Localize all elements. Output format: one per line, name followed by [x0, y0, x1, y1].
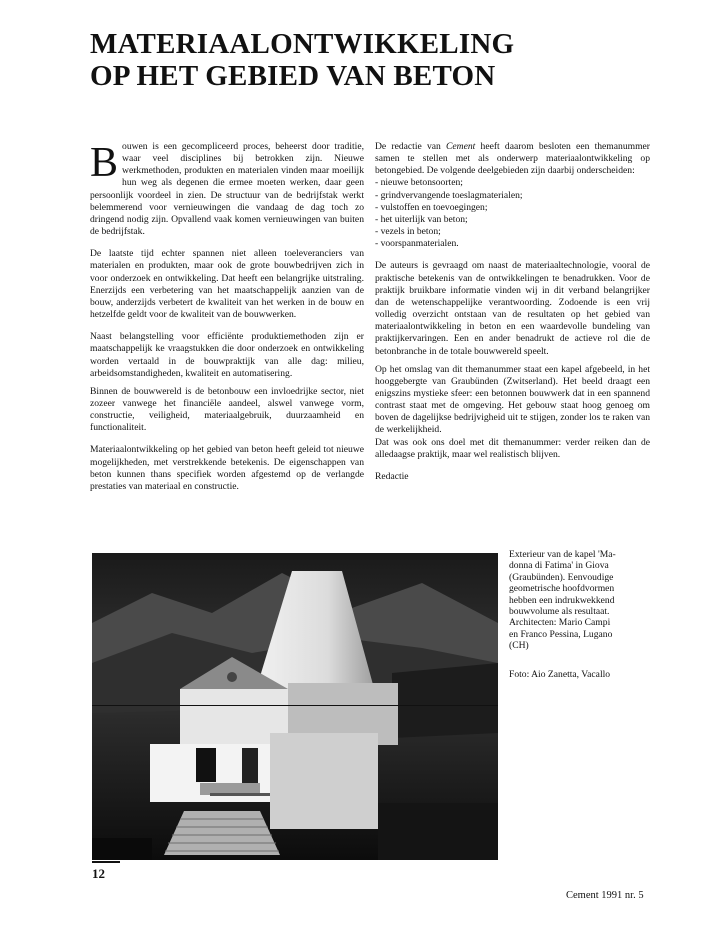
caption-line: (CH) — [509, 640, 529, 652]
caption-line: donna di Fatima' in Giova — [509, 560, 609, 572]
caption-line: geometrische hoofdvormen — [509, 583, 615, 595]
caption-line: (Graubünden). Eenvoudige — [509, 571, 614, 583]
intro-text: ouwen is een gecompliceerd proces, beheerst door traditie, waar veel disciplines bij betrokken zijn. Nieuwe werkmethoden, produkten en materialen vinden maar moeilijk hun weg als degenen die ermee moeten werken, daar geen persoonlijk voordeel in zien. De structuur van de bedrijfstak werkt belemmerend voor vernieuwingen die vandaag de dag toch zo dringend nodig zijn. Opvallend vaak komen vernieuwingen van buiten de bedrijfstak. — [90, 141, 364, 238]
caption-line: bouwvolume als resultaat. — [509, 606, 610, 618]
editorial-intro-end: heeft daarom besloten een themanummer samen te stellen met als onderwerp materiaalontwikkeling op betongebied. De volgende deelgebieden zijn daarbij onderscheiden: — [375, 141, 650, 177]
left-column — [90, 141, 364, 503]
paragraph-4: Binnen de bouwwereld is de betonbouw een invloedrijke sector, niet zozeer vanwege het financiële aandeel, alswel vanwege vorm, constructie, veiligheid, materiaalgebruik, duurzaamheid en functionaliteit. — [90, 385, 364, 434]
paragraph-3: Naast belangstelling voor efficiënte produktiemethoden zijn er maatschappelijk ke vraagstukken die door onderzoek en ontwikkeling worden vertaald in de bouwpraktijk van alle dag: milieu, arbeidsomstandigheden, kwaliteit en automatisering. — [90, 331, 364, 379]
intro-paragraph — [90, 141, 364, 238]
title-line-1: MATERIAALONTWIKKELING — [90, 28, 515, 60]
paragraph-2: De laatste tijd echter spannen niet alleen toeleveranciers van materialen en produkten, maar ook de grote bouwbedrijven zich in voor onderzoek en ontwikkeling. Dat heeft een belangrijke uitstraling. Enerzijds een verbetering van het maatschappelijk aanzien van de bouw, anderzijds verbetert de kwaliteit van het werken in de bouw en hetzelfde geldt voor de kwaliteit van de bouwwerken. — [90, 248, 364, 321]
authors-paragraph: De auteurs is gevraagd om naast de materiaaltechnologie, vooral de praktische betekenis van de ontwikkelingen te benadrukken. Voor de praktijk bruikbare informatie vinden wij in dit verband belangrijker dan de wetenschappelijke verantwoording. Zodoende is een vrij volledig overzicht ontstaan van de resultaten op het gebied van materiaalontwikkeling in beton en een waardevolle bundeling van praktijkervaringen. Een en ander benadrukt de actieve rol die de betonbranche in de totale bouwwereld speelt. — [375, 260, 650, 357]
list-item: - het uiterlijk van beton; — [375, 213, 468, 225]
list-item: - grindvervangende toeslagmaterialen; — [375, 189, 523, 201]
drop-cap: B — [90, 140, 119, 186]
chapel-photo — [92, 553, 498, 860]
caption-line: hebben een indrukwekkend — [509, 594, 615, 606]
caption-line: en Franco Pessina, Lugano — [509, 628, 613, 640]
editorial-intro-start: De redactie van — [375, 141, 447, 152]
cover-paragraph: Op het omslag van dit themanummer staat een kapel afgebeeld, in het hooggebergte van Graubünden (Zwitserland). Het beeld draagt een enigszins mystieke sfeer: een betonnen bouwwerk dat in een spannend contrast staat met de omgeving. Het gebouw staat hoog genoeg om boven de dagelijkse bedrijvigheid uit te stijgen, zonder los te raken van de werkelijkheid. — [375, 363, 650, 436]
horizontal-rule — [92, 705, 498, 706]
right-column — [375, 141, 650, 493]
article-title — [90, 28, 514, 92]
journal-footer: Cement 1991 nr. 5 — [566, 890, 644, 901]
signature: Redactie — [375, 470, 409, 482]
list-item: - vulstoffen en toevoegingen; — [375, 201, 488, 213]
list-item: - nieuwe betonsoorten; — [375, 177, 463, 189]
photo-caption — [509, 549, 649, 652]
list-item: - voorspanmaterialen. — [375, 238, 459, 250]
caption-line: Architecten: Mario Campi — [509, 617, 611, 629]
editorial-intro — [375, 141, 650, 177]
page-number: 12 — [92, 861, 120, 881]
topic-list — [375, 177, 650, 250]
goal-paragraph: Dat was ook ons doel met dit themanummer: verder reiken dan de alledaagse praktijk, maar wel realistisch blijven. — [375, 436, 650, 460]
list-item: - vezels in beton; — [375, 226, 441, 238]
caption-line: Exterieur van de kapel 'Ma- — [509, 549, 616, 560]
journal-name: Cement — [446, 141, 476, 152]
title-line-2: OP HET GEBIED VAN BETON — [90, 60, 496, 92]
photo-credit: Foto: Aio Zanetta, Vacallo — [509, 669, 611, 680]
paragraph-5: Materiaalontwikkeling op het gebied van beton heeft geleid tot nieuwe mogelijkheden, met verstrekkende betekenis. De eigenschappen van beton kunnen thans specifiek worden afgestemd op de verlangde prestaties van materiaal en constructie. — [90, 444, 364, 492]
